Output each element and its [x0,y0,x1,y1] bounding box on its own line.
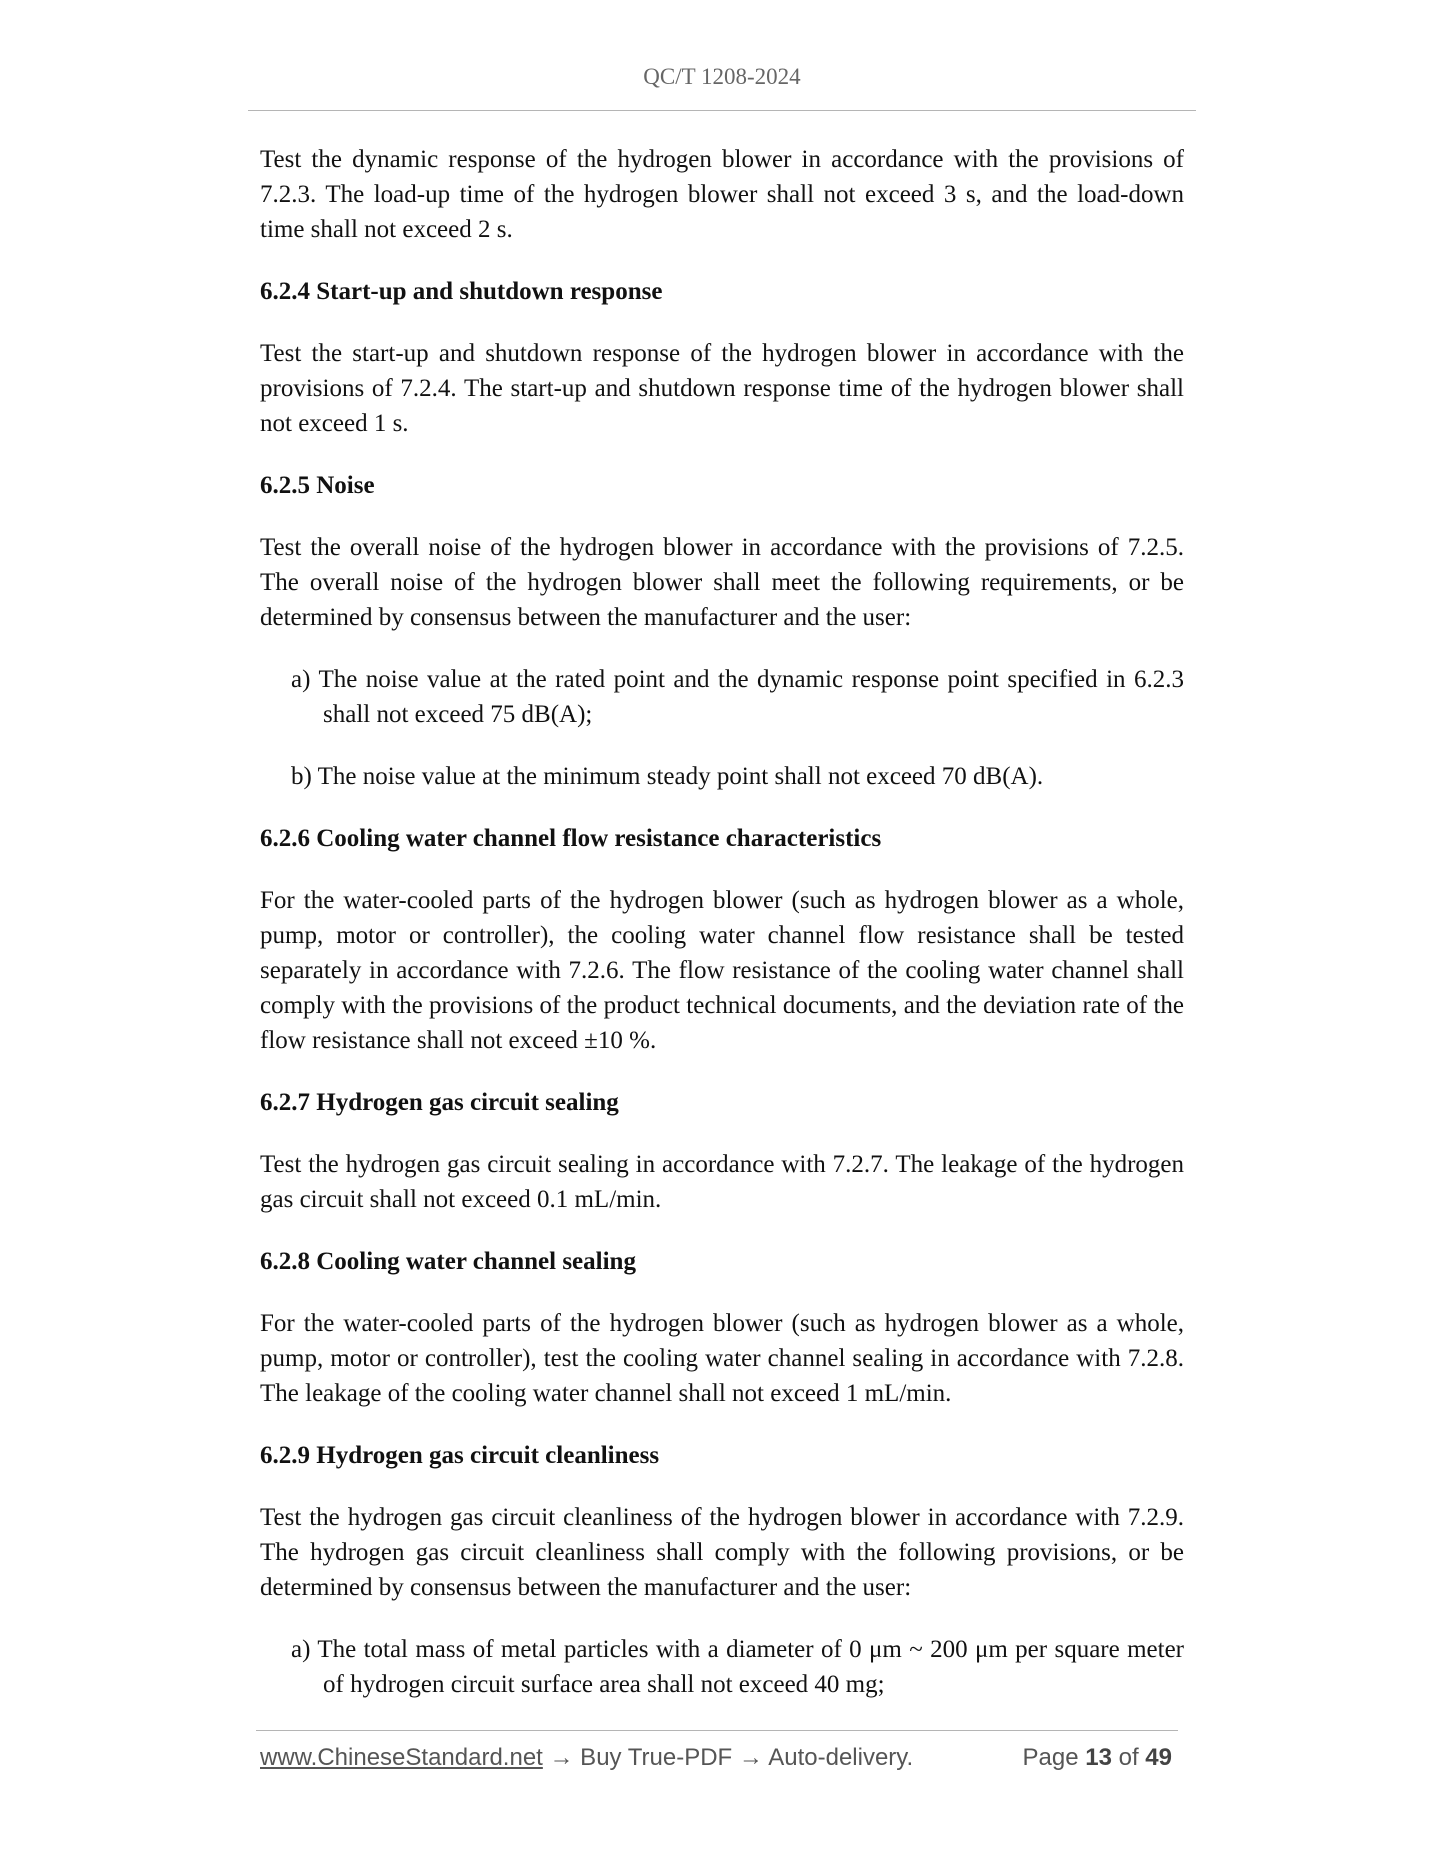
paragraph-6-2-6: For the water-cooled parts of the hydrogen blower (such as hydrogen blower as a whole, pump, motor or controller), the cooling water channel flow resistance shall be tested separately in accordance with 7.2.6. The flow resistance of the cooling water channel shall comply with the provisions of the product technical documents, and the deviation rate of the flow resistance shall not exceed ±10 %. [260,887,1184,1054]
heading-6-2-5: 6.2.5 Noise [260,472,375,499]
list-item-6-2-5-b: b) The noise value at the minimum steady point shall not exceed 70 dB(A). [291,763,1044,790]
page-of: of [1118,1744,1139,1771]
list-item-6-2-5-a: a) The noise value at the rated point and the dynamic response point specified in 6.2.3 shall not exceed 75 dB(A); [291,666,1184,728]
paragraph-6-2-9: Test the hydrogen gas circuit cleanliness of the hydrogen blower in accordance with 7.2.9. The hydrogen gas circuit cleanliness shall comply with the following provisions, or be determined by consensus between the manufacturer and the user: [260,1504,1184,1601]
header-divider [248,110,1196,111]
promo-text: → Buy True-PDF → Auto-delivery. [542,1744,914,1771]
paragraph-6-2-8: For the water-cooled parts of the hydrogen blower (such as hydrogen blower as a whole, pump, motor or controller), test the cooling water channel sealing in accordance with 7.2.8. The leakage of the cooling water channel shall not exceed 1 mL/min. [260,1310,1184,1407]
page-footer [260,1744,1180,1772]
paragraph-6-2-3: Test the dynamic response of the hydrogen blower in accordance with the provisions of 7.2.3. The load-up time of the hydrogen blower shall not exceed 3 s, and the load-down time shall not exceed 2 s. [260,146,1184,243]
page-label: Page [1022,1744,1079,1771]
site-link[interactable]: www.ChineseStandard.net [260,1744,543,1771]
list-item-6-2-9-a: a) The total mass of metal particles with a diameter of 0 μm ~ 200 μm per square meter of hydrogen circuit surface area shall not exceed 40 mg; [291,1636,1184,1698]
heading-6-2-7: 6.2.7 Hydrogen gas circuit sealing [260,1089,619,1116]
paragraph-6-2-7: Test the hydrogen gas circuit sealing in accordance with 7.2.7. The leakage of the hydrogen gas circuit shall not exceed 0.1 mL/min. [260,1151,1184,1213]
paragraph-6-2-5: Test the overall noise of the hydrogen blower in accordance with the provisions of 7.2.5. The overall noise of the hydrogen blower shall meet the following requirements, or be determined by consensus between the manufacturer and the user: [260,534,1184,631]
heading-6-2-6: 6.2.6 Cooling water channel flow resistance characteristics [260,825,882,852]
page-header: QC/T 1208-2024 [643,64,801,89]
page-total: 49 [1145,1744,1172,1771]
page-content [260,142,1184,1729]
heading-6-2-8: 6.2.8 Cooling water channel sealing [260,1248,636,1275]
page-number [1023,1744,1173,1772]
heading-6-2-9: 6.2.9 Hydrogen gas circuit cleanliness [260,1442,660,1469]
footer-divider [256,1730,1178,1731]
paragraph-6-2-4: Test the start-up and shutdown response of the hydrogen blower in accordance with the provisions of 7.2.4. The start-up and shutdown response time of the hydrogen blower shall not exceed 1 s. [260,340,1184,437]
page-current: 13 [1085,1744,1112,1771]
heading-6-2-4: 6.2.4 Start-up and shutdown response [260,278,663,305]
